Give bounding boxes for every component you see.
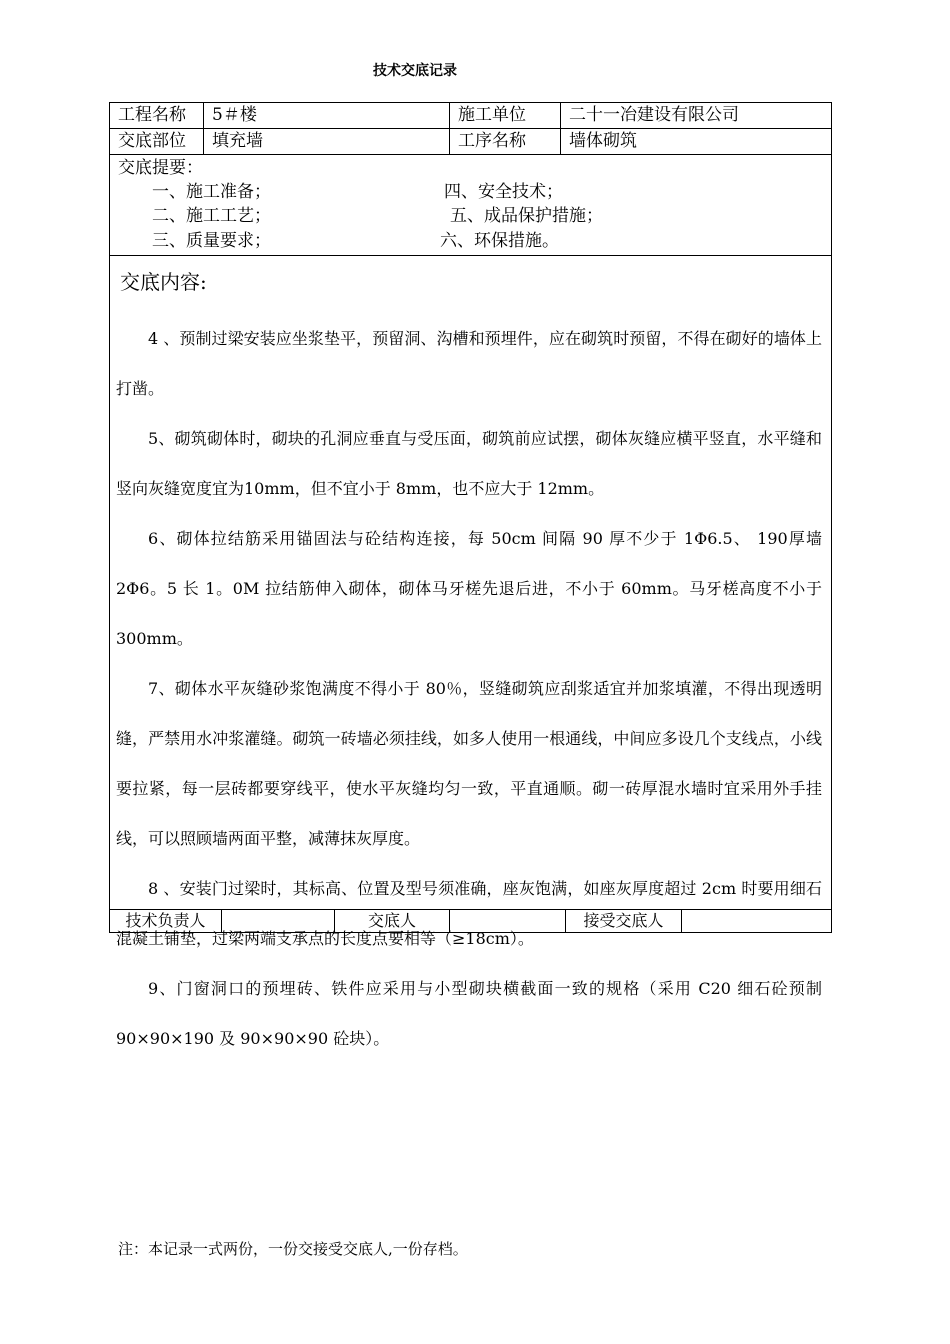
project-row [110,103,831,129]
content-paragraph: 8 、安装门过梁时，其标高、位置及型号须准确，座灰饱满，如座灰厚度超过 2cm 时要用细石混凝土铺垫，过梁两端支承点的长度点要相等（≥18cm）。 [116,879,822,948]
unit-label: 施工单位 [450,103,561,128]
content-paragraph: 7、砌体水平灰缝砂浆饱满度不得小于 80％，竖缝砌筑应刮浆适宜并加浆填灌，不得出现透明缝，严禁用水冲浆灌缝。砌筑一砖墙必须挂线，如多人使用一根通线，中间应多设几个支线点，小线要拉紧，每一层砖都要穿线平，使水平灰缝均匀一致，平直通顺。砌一砖厚混水墙时宜采用外手挂线，可以照顾墙两面平整，减薄抹灰厚度。 [116,679,822,848]
summary-heading: 交底提要： [118,158,203,178]
disclosure-table [109,102,832,1048]
discloser-label: 交底人 [335,910,450,932]
project-label: 工程名称 [110,103,204,128]
unit-value: 二十一冶建设有限公司 [569,105,739,125]
summary-item: 二、施工工艺； [152,206,271,226]
footnote: 注：本记录一式两份，一份交接受交底人,一份存档。 [118,1240,468,1258]
summary-item: 六、环保措施。 [440,231,559,251]
document-title: 技术交底记录 [373,63,457,79]
content-body [116,314,822,1064]
process-label: 工序名称 [450,129,561,154]
part-value: 填充墙 [204,129,450,154]
summary-item: 一、施工准备； [152,182,271,202]
summary-item: 四、安全技术； [444,182,563,202]
project-value: 5＃楼 [204,103,450,128]
content-paragraph: 9、门窗洞口的预埋砖、铁件应采用与小型砌块横截面一致的规格（采用 C20 细石砼预制 90×90×190 及 90×90×90 砼块）。 [116,979,822,1048]
receiver-label: 接受交底人 [566,910,682,932]
content-paragraph: 6、砌体拉结筋采用锚固法与砼结构连接，每 50cm 间隔 90 厚不少于 1Φ6.5、 190厚墙 2Φ6。5 长 1。0M 拉结筋伸入砌体，砌体马牙槎先退后进，不小于 60mm。马牙槎高度不小于 300mm。 [116,529,822,648]
content-heading: 交底内容: [120,270,207,294]
part-row [110,129,831,155]
process-value: 墙体砌筑 [569,131,637,151]
part-label: 交底部位 [110,129,204,154]
summary-item: 三、质量要求； [152,231,271,251]
tech-lead-label: 技术负责人 [110,910,222,932]
content-paragraph: 4 、预制过梁安装应坐浆垫平，预留洞、沟槽和预埋件，应在砌筑时预留，不得在砌好的墙体上打凿。 [116,329,822,398]
content-paragraph: 5、砌筑砌体时，砌块的孔洞应垂直与受压面，砌筑前应试摆，砌体灰缝应横平竖直，水平缝和竖向灰缝宽度宜为10mm，但不宜小于 8mm，也不应大于 12mm。 [116,429,822,498]
summary-section [110,155,831,256]
summary-item: 五、成品保护措施； [450,206,603,226]
